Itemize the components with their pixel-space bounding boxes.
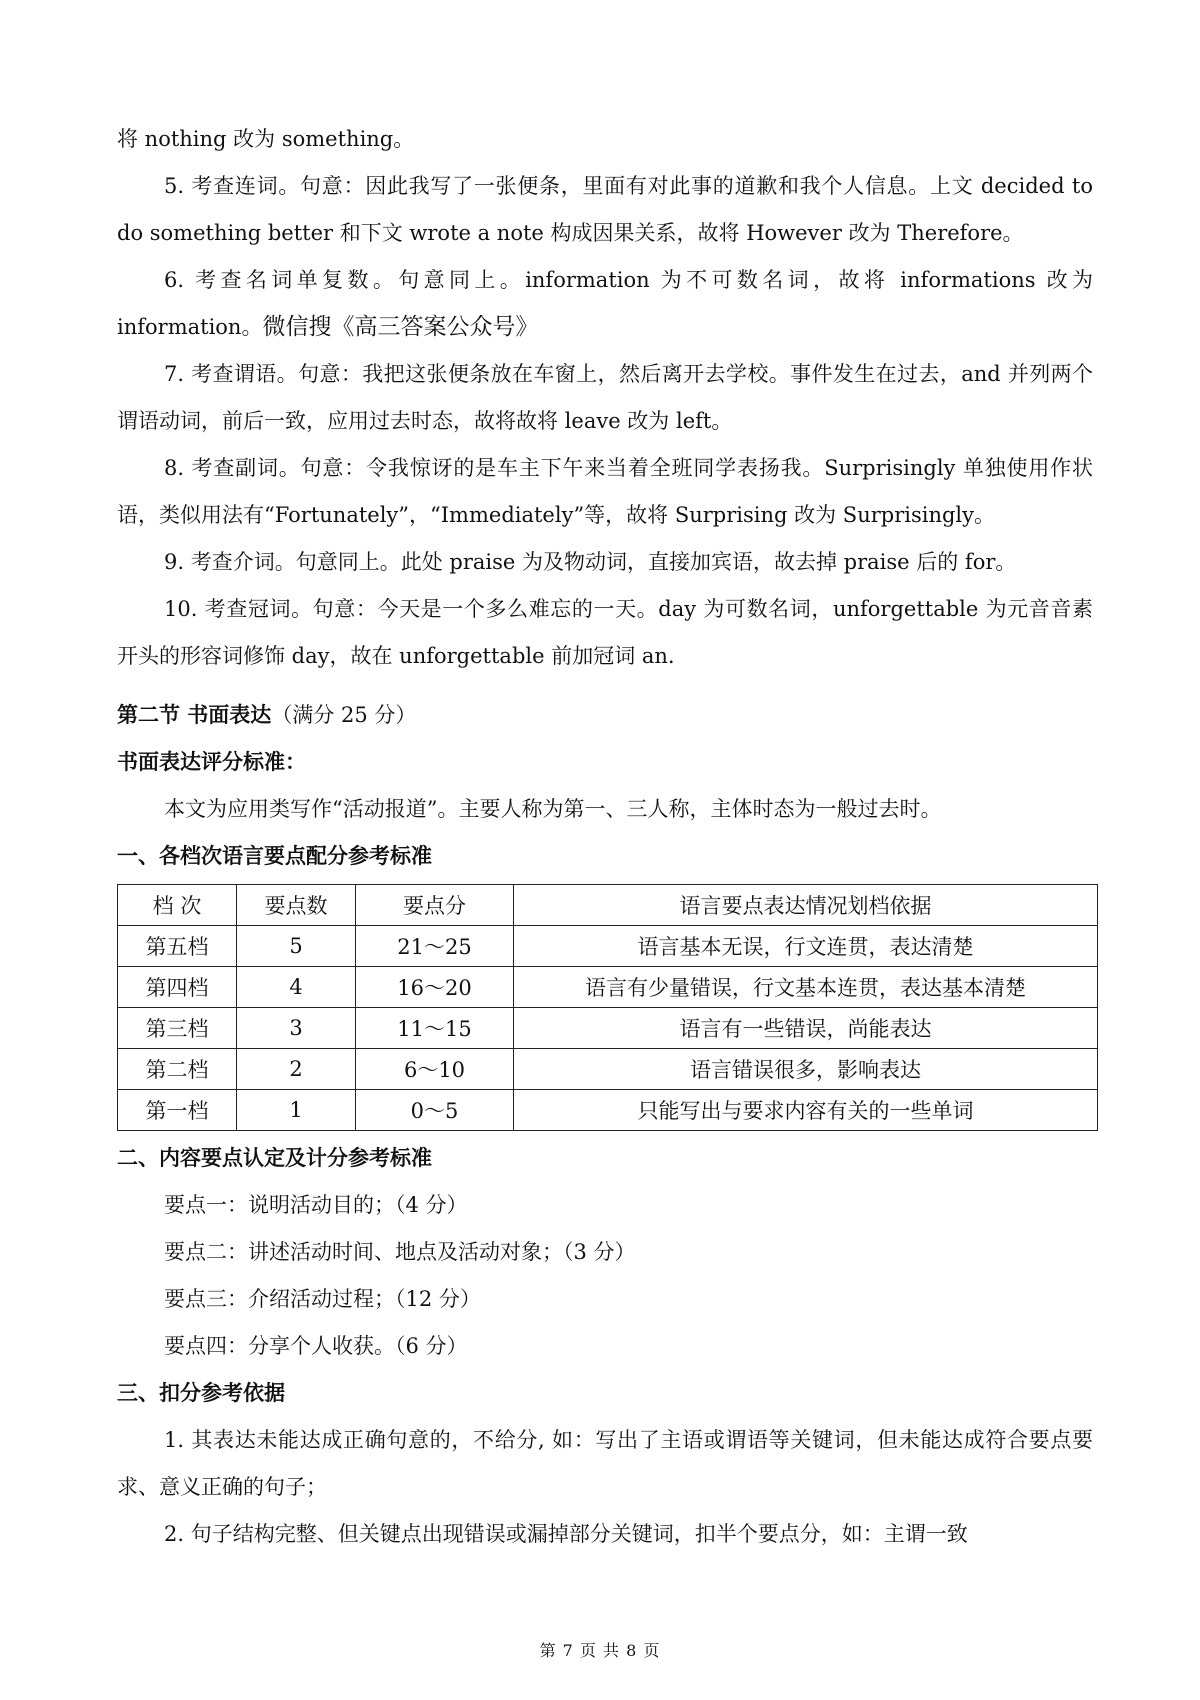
table-row (118, 967, 1098, 1008)
table-cell: 第三档 (118, 1008, 237, 1049)
table-header-cell: 要点分 (356, 885, 514, 926)
content-point: 要点四：分享个人收获。（6 分） (164, 1334, 468, 1358)
table-row (118, 1090, 1098, 1131)
content-point: 要点二：讲述活动时间、地点及活动对象；（3 分） (164, 1240, 636, 1264)
part3-heading: 三、扣分参考依据 (117, 1381, 285, 1405)
table-row (118, 1049, 1098, 1090)
table-cell: 语言有一些错误，尚能表达 (514, 1008, 1098, 1049)
criteria-intro: 本文为应用类写作“活动报道”。主要人称为第一、三人称，主体时态为一般过去时。 (164, 797, 942, 821)
page-footer: 第 7 页 共 8 页 (539, 1641, 661, 1660)
table-row (118, 1008, 1098, 1049)
table-cell: 只能写出与要求内容有关的一些单词 (514, 1090, 1098, 1131)
table-cell: 4 (237, 967, 356, 1008)
explanation-item-10: 10. 考查冠词。句意：今天是一个多么难忘的一天。day 为可数名词，unforgettable 为元音音素开头的形容词修饰 day，故在 unforgettable 前加冠词 an. (117, 597, 1093, 668)
deduction-item-1: 1. 其表达未能达成正确句意的，不给分, 如：写出了主语或谓语等关键词，但未能达成符合要点要求、意义正确的句子； (117, 1428, 1093, 1499)
explanation-continuation: 将 nothing 改为 something。 (117, 127, 415, 151)
table-cell: 1 (237, 1090, 356, 1131)
part2-heading: 二、内容要点认定及计分参考标准 (117, 1146, 432, 1170)
explanation-item-6 (117, 257, 1093, 351)
table-cell: 语言基本无误，行文连贯，表达清楚 (514, 926, 1098, 967)
explanation-item-7: 7. 考查谓语。句意：我把这张便条放在车窗上，然后离开去学校。事件发生在过去，and 并列两个谓语动词，前后一致，应用过去时态，故将故将 leave 改为 left。 (117, 362, 1093, 433)
table-cell: 语言有少量错误，行文基本连贯，表达基本清楚 (514, 967, 1098, 1008)
table-header-cell: 档 次 (118, 885, 237, 926)
watermark-text: 微信搜《高三答案公众号》 (262, 314, 539, 340)
page-content (117, 116, 1093, 1558)
section-title (117, 692, 1093, 739)
part1-heading: 一、各档次语言要点配分参考标准 (117, 844, 432, 868)
table-cell: 5 (237, 926, 356, 967)
content-point: 要点一：说明活动目的；（4 分） (164, 1193, 468, 1217)
table-cell: 16～20 (356, 967, 514, 1008)
explanation-item-9: 9. 考查介词。句意同上。此处 praise 为及物动词，直接加宾语，故去掉 praise 后的 for。 (164, 550, 1017, 574)
table-cell: 语言错误很多，影响表达 (514, 1049, 1098, 1090)
explanation-item-5: 5. 考查连词。句意：因此我写了一张便条，里面有对此事的道歉和我个人信息。上文 decided to do something better 和下文 wrote a note 构成因果关系，故将 However 改为 Therefore。 (117, 174, 1093, 245)
table-header-row (118, 885, 1098, 926)
criteria-heading: 书面表达评分标准： (117, 750, 306, 774)
section-title-note: （满分 25 分） (271, 703, 417, 727)
table-header-cell: 要点数 (237, 885, 356, 926)
content-point: 要点三：介绍活动过程；（12 分） (164, 1287, 481, 1311)
table-cell: 11～15 (356, 1008, 514, 1049)
table-cell: 第五档 (118, 926, 237, 967)
table-cell: 6～10 (356, 1049, 514, 1090)
table-row (118, 926, 1098, 967)
table-cell: 2 (237, 1049, 356, 1090)
table-cell: 21～25 (356, 926, 514, 967)
section-title-text: 第二节 书面表达 (117, 703, 272, 727)
table-cell: 第四档 (118, 967, 237, 1008)
table-cell: 3 (237, 1008, 356, 1049)
grading-table (117, 884, 1098, 1131)
explanation-item-8: 8. 考查副词。句意：令我惊讶的是车主下午来当着全班同学表扬我。Surprisingly 单独使用作状语，类似用法有“Fortunately”，“Immediately”等，故将 Surprising 改为 Surprisingly。 (117, 456, 1093, 527)
table-cell: 第二档 (118, 1049, 237, 1090)
table-cell: 第一档 (118, 1090, 237, 1131)
deduction-item-2: 2. 句子结构完整、但关键点出现错误或漏掉部分关键词，扣半个要点分，如：主谓一致 (164, 1522, 968, 1546)
table-cell: 0～5 (356, 1090, 514, 1131)
table-header-cell: 语言要点表达情况划档依据 (514, 885, 1098, 926)
explanation-item-6-text: 6. 考查名词单复数。句意同上。information 为不可数名词，故将 informations 改为 information。 (117, 268, 1093, 339)
